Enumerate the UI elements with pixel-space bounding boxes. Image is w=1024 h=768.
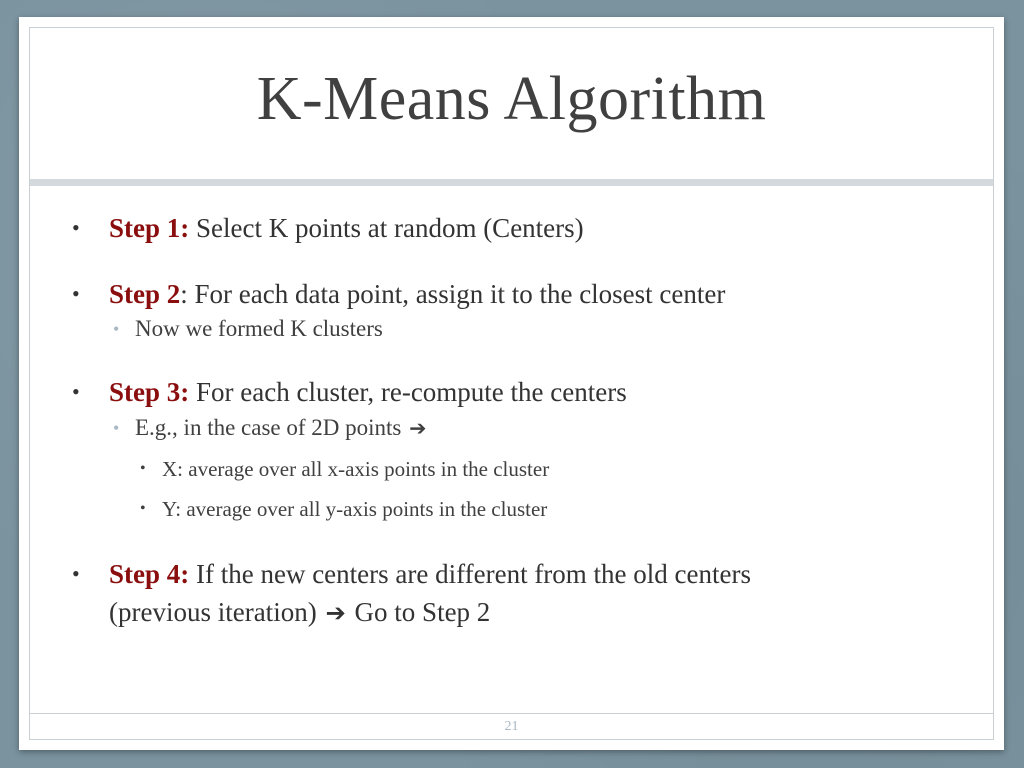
step-3-text: For each cluster, re-compute the centers <box>189 377 627 407</box>
step-2-text: : For each data point, assign it to the closest center <box>180 279 726 309</box>
step-4-label: Step 4: <box>109 559 190 589</box>
step-2-label: Step 2 <box>109 279 181 309</box>
sub-bullet-dot-icon: • <box>113 319 120 339</box>
page-number: 21 <box>504 719 519 734</box>
step-3-label: Step 3: <box>109 377 190 407</box>
title-area <box>30 28 993 180</box>
step-1-text: Select K points at random (Centers) <box>189 213 584 243</box>
bullet-dot-icon: • <box>72 281 80 306</box>
slide-title: K-Means Algorithm <box>256 64 767 133</box>
bullet-step-1 <box>72 209 969 247</box>
bullet-dot-icon: • <box>72 561 80 586</box>
sub-bullet-text: Now we formed K clusters <box>135 316 383 341</box>
sub-sub-bullet-x <box>140 455 969 483</box>
sub-sub-bullet-text: X: average over all x-axis points in the cluster <box>162 457 550 481</box>
bullet-dot-icon: • <box>72 379 80 404</box>
right-arrow-icon: ➔ <box>325 598 346 627</box>
sub-bullet-step-2 <box>113 314 969 344</box>
sub-sub-bullet-text: Y: average over all y-axis points in the cluster <box>162 497 548 521</box>
step-4-text-line-2b: Go to Step 2 <box>347 597 491 627</box>
bullet-step-4 <box>72 555 969 632</box>
slide-content <box>72 209 969 632</box>
sub-sub-bullet-dot-icon: • <box>140 500 146 517</box>
bullet-step-3 <box>72 373 969 411</box>
footer-divider <box>30 713 993 714</box>
step-4-text-line-1: If the new centers are different from the old centers <box>189 559 751 589</box>
sub-bullet-dot-icon: • <box>113 418 120 438</box>
sub-sub-bullet-dot-icon: • <box>140 460 146 477</box>
sub-bullet-step-3 <box>113 413 969 443</box>
sub-sub-bullet-y <box>140 495 969 523</box>
sub-bullet-text: E.g., in the case of 2D points <box>135 415 402 440</box>
right-arrow-icon: ➔ <box>409 416 427 440</box>
bullet-dot-icon: • <box>72 215 80 240</box>
step-4-text-line-2a: (previous iteration) <box>109 597 324 627</box>
slide <box>19 17 1004 750</box>
step-1-label: Step 1: <box>109 213 190 243</box>
bullet-step-2 <box>72 275 969 313</box>
title-divider <box>30 179 993 186</box>
